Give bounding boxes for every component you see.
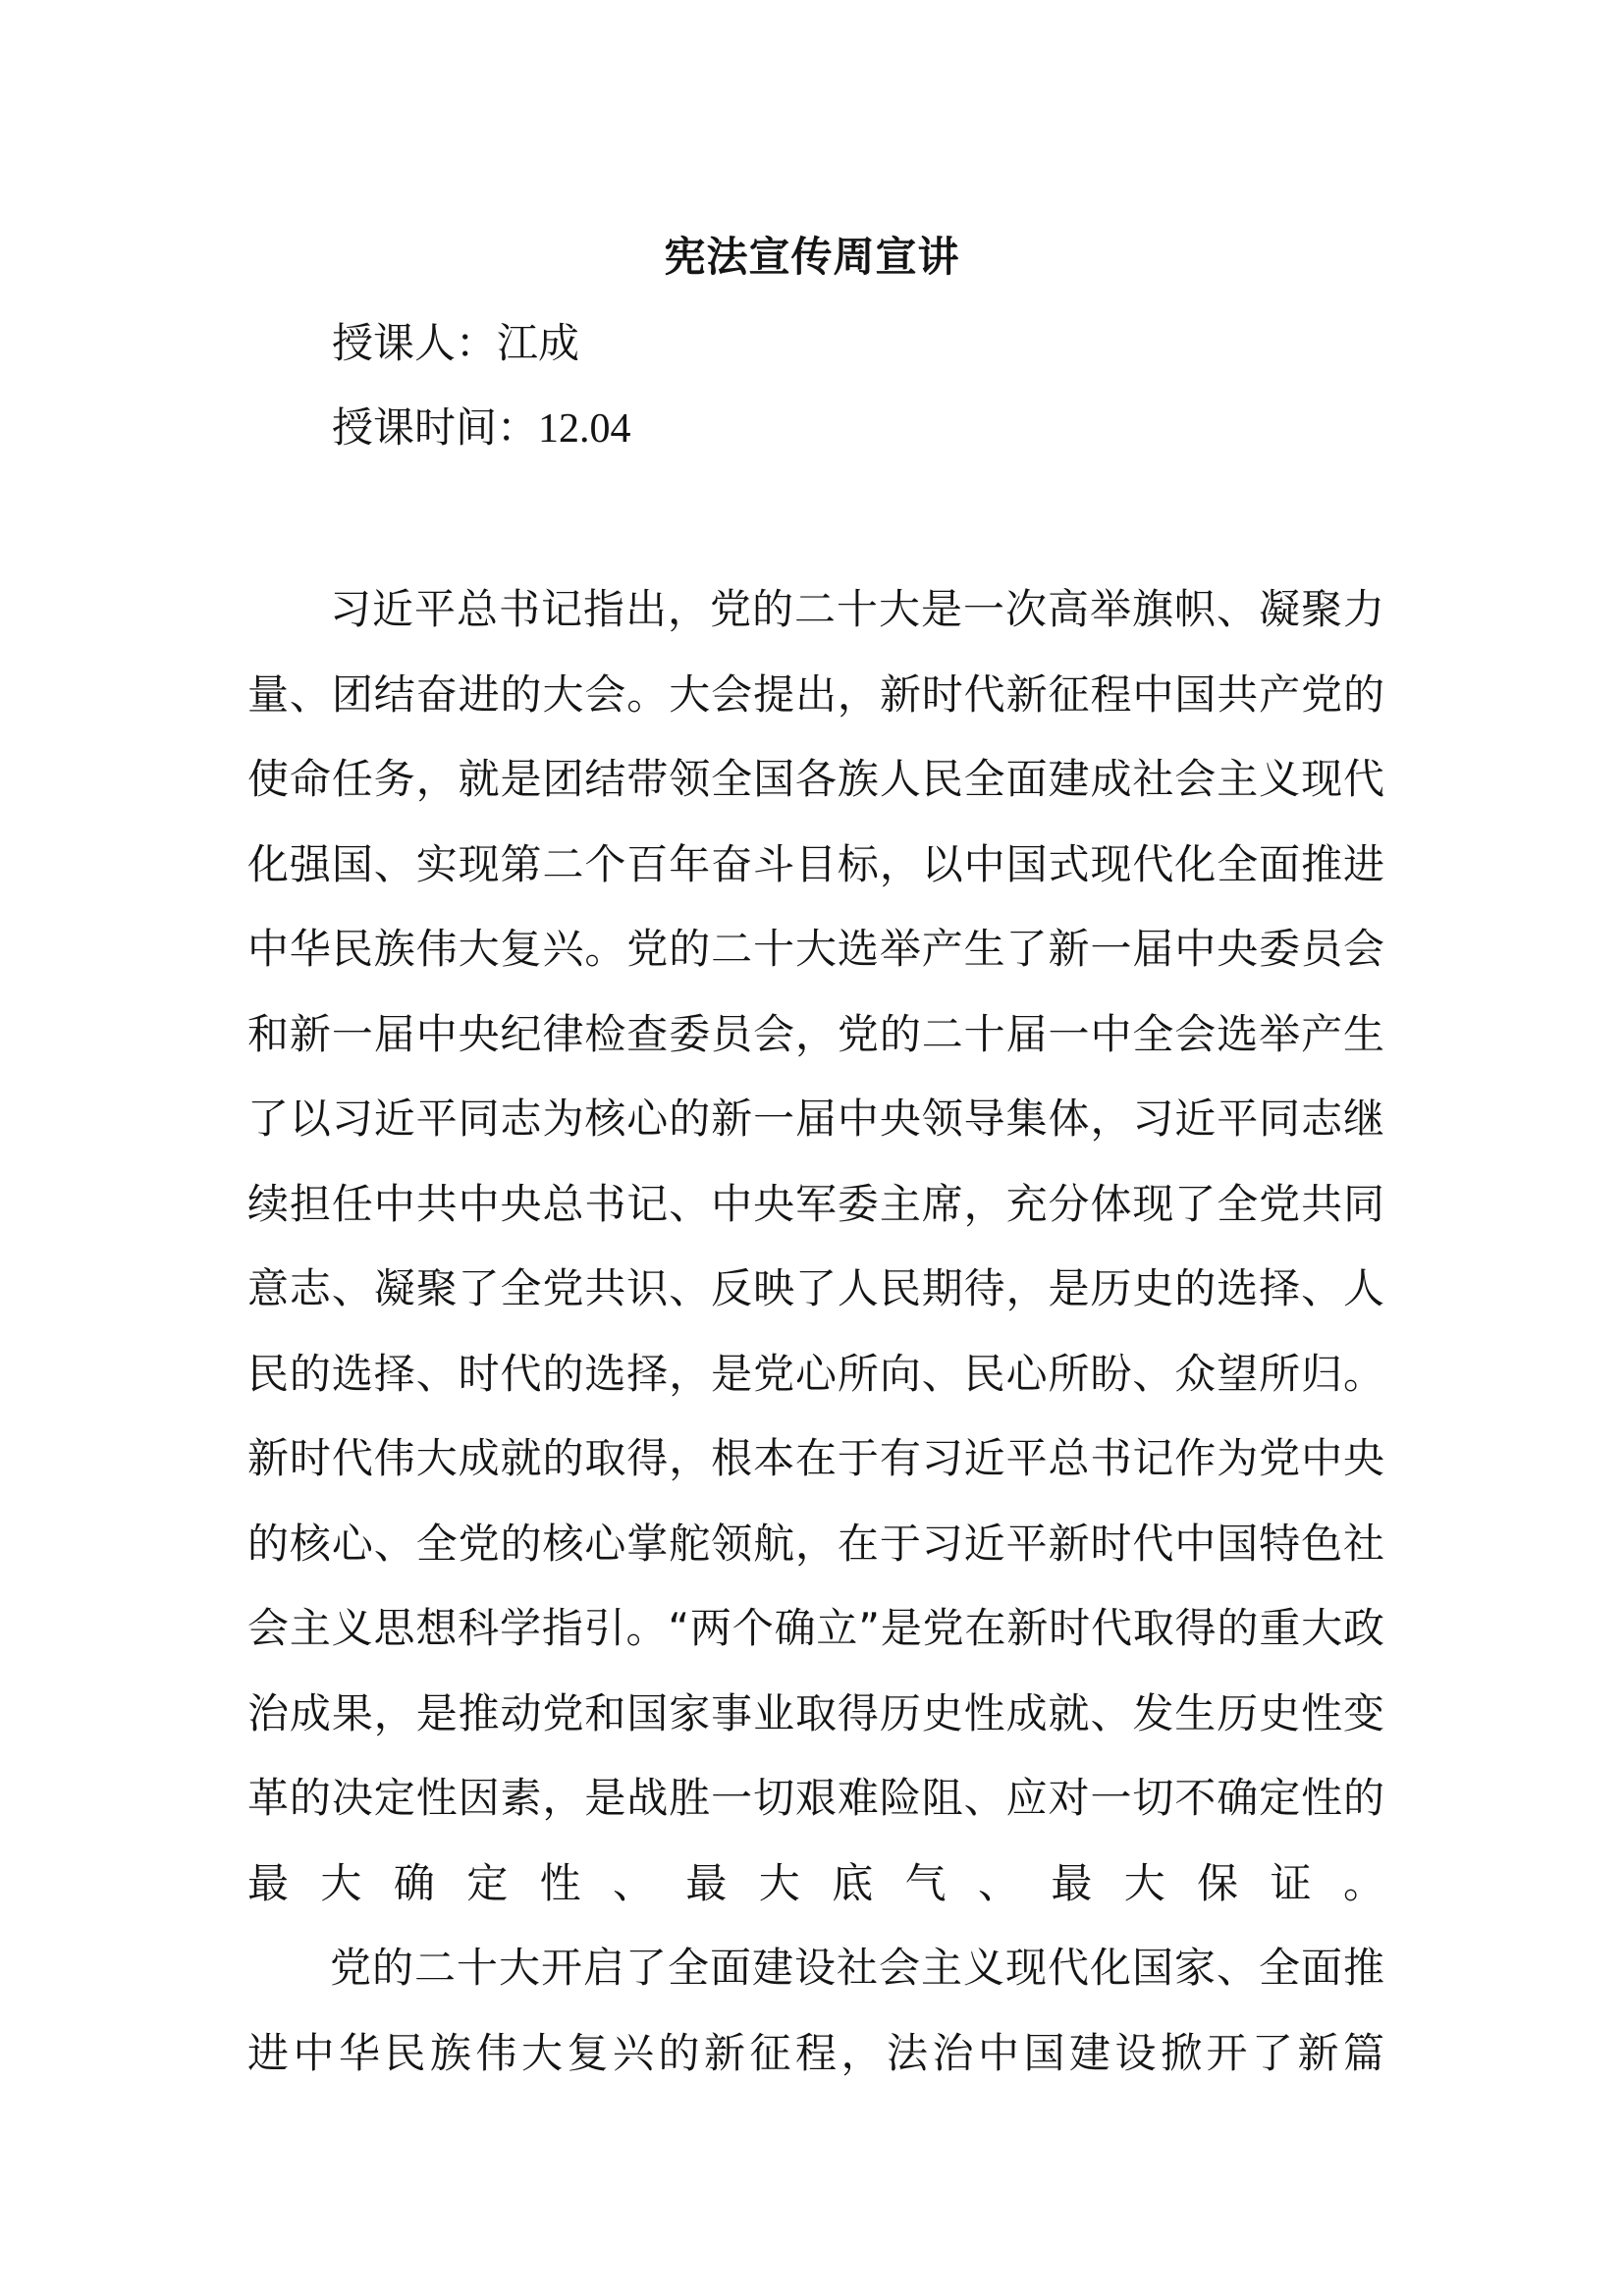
- paragraph-2: 党的二十大开启了全面建设社会主义现代化国家、全面推进中华民族伟大复兴的新征程，法治中国建设掀开了新篇: [247, 1944, 1384, 2077]
- lecturer-label: 授课人：: [332, 319, 498, 367]
- document-title: 宪法宣传周宣讲: [664, 233, 960, 281]
- lecture-time-label: 授课时间：: [332, 403, 539, 452]
- lecture-time-value: 12.04: [538, 406, 631, 452]
- lecture-time-line: [332, 399, 631, 458]
- body-text: [247, 567, 1384, 2096]
- paragraph-1: 习近平总书记指出，党的二十大是一次高举旗帜、凝聚力量、团结奋进的大会。大会提出，新时代新征程中国共产党的使命任务，就是团结带领全国各族人民全面建成社会主义现代化强国、实现第二个百年奋斗目标，以中国式现代化全面推进中华民族伟大复兴。党的二十大选举产生了新一届中央委员会和新一届中央纪律检查委员会，党的二十届一中全会选举产生了以习近平同志为核心的新一届中央领导集体，习近平同志继续担任中共中央总书记、中央军委主席，充分体现了全党共同意志、凝聚了全党共识、反映了人民期待，是历史的选择、人民的选择、时代的选择，是党心所向、民心所盼、众望所归。新时代伟大成就的取得，根本在于有习近平总书记作为党中央的核心、全党的核心掌舵领航，在于习近平新时代中国特色社会主义思想科学指引。“两个确立”是党在新时代取得的重大政治成果，是推动党和国家事业取得历史性成就、发生历史性变革的决定性因素，是战胜一切艰难险阻、应对一切不确定性的最大确定性、最大底气、最大保证。: [247, 585, 1384, 1907]
- lecturer-line: [332, 314, 579, 373]
- lecturer-name: 江成: [497, 319, 580, 367]
